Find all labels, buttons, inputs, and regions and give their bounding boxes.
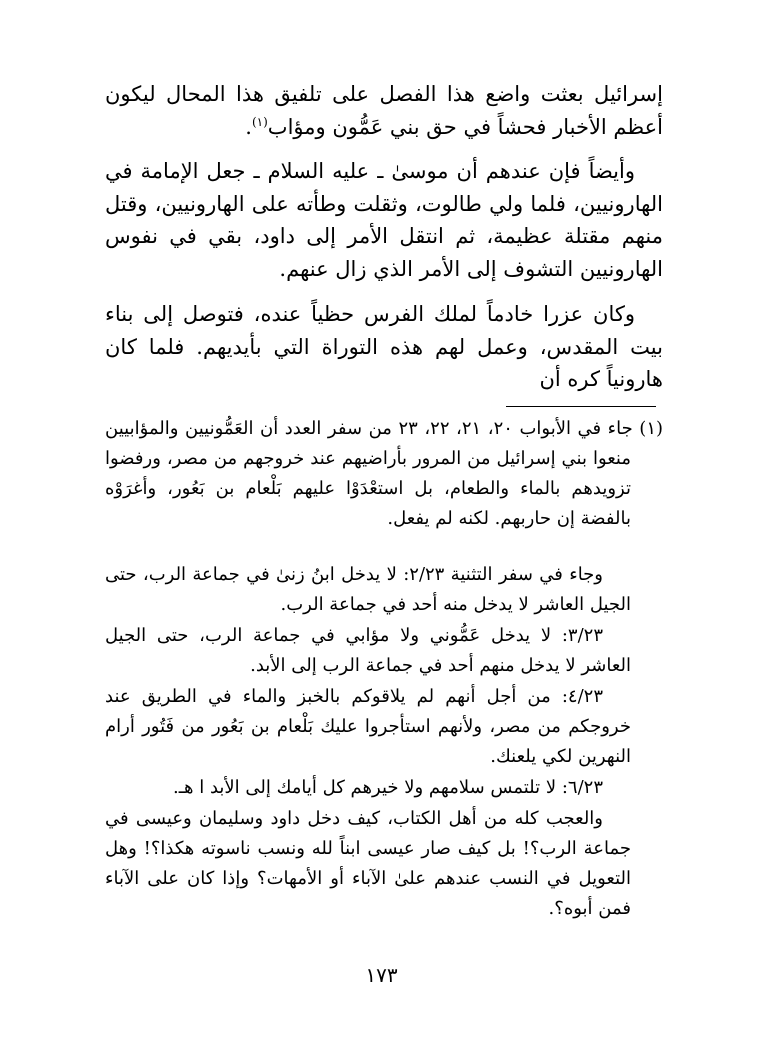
paragraph-1-text: إسرائيل بعثت واضع هذا الفصل على تلفيق هذا المحال ليكون أعظم الأخبار فحشاً في حق بني عَمُّون ومؤاب <box>105 82 663 139</box>
paragraph-1 <box>105 78 663 143</box>
footnote-reference[interactable]: (١) <box>251 114 268 129</box>
paragraph-2: وأيضاً فإن عندهم أن موسىٰ ـ عليه السلام ـ جعل الإمامة في الهارونيين، فلما ولي طالوت، وثقلت وطأته على الهارونيين، وقتل منهم مقتلة عظيمة، ثم انتقل الأمر إلى داود، بقي في نفوس الهارونيين التشوف إلى الأمر الذي زال عنهم. <box>105 159 663 281</box>
footnote-deuteronomy-2: وجاء في سفر التثنية ٢/٢٣: لا يدخل ابنُ زنىٰ في جماعة الرب، حتى الجيل العاشر لا يدخل منه أحد في جماعة الرب. <box>105 564 631 615</box>
paragraph-1-end: . <box>245 114 252 139</box>
footnote-1: (١) جاء في الأبواب ٢٠، ٢١، ٢٢، ٢٣ من سفر العدد أن العَمُّونيين والمؤابيين منعوا بني إسرائيل من المرور بأراضيهم عند خروجهم من مصر، ورفضوا تزويدهم بالماء والطعام، بل استعْدَوْا عليهم بَلْعام بن بَعُور، وأغرَوْه بالفضة إن حاربهم. لكنه لم يفعل. <box>105 418 664 529</box>
page-number: ١٧٣ <box>365 963 398 987</box>
footnote-deuteronomy-4: ٤/٢٣: من أجل أنهم لم يلاقوكم بالخبز والماء في الطريق عند خروجكم من مصر، ولأنهم استأجروا عليك بَلْعام بن بَعُور من فَتُور أرام النهرين لكي يلعنك. <box>105 686 631 767</box>
footnote-remark: والعجب كله من أهل الكتاب، كيف دخل داود وسليمان وعيسى في جماعة الرب؟! بل كيف صار عيسى ابناً لله ونسب ناسوته هكذا؟! وهل التعويل في النسب عندهم علىٰ الآباء أو الأمهات؟ وإذا كان على الآباء فمن أبوه؟. <box>105 808 631 919</box>
footnote-deuteronomy-6: ٦/٢٣: لا تلتمس سلامهم ولا خيرهم كل أيامك إلى الأبد ا هـ. <box>173 777 603 798</box>
paragraph-3: وكان عزرا خادماً لملك الفرس حظياً عنده، فتوصل إلى بناء بيت المقدس، وعمل لهم هذه التوراة التي بأيديهم. فلما كان هارونياً كره أن <box>105 302 663 391</box>
footnote-separator <box>506 406 656 407</box>
footnote-deuteronomy-3: ٣/٢٣: لا يدخل عَمُّوني ولا مؤابي في جماعة الرب، حتى الجيل العاشر لا يدخل منهم أحد في جماعة الرب إلى الأبد. <box>105 625 631 676</box>
